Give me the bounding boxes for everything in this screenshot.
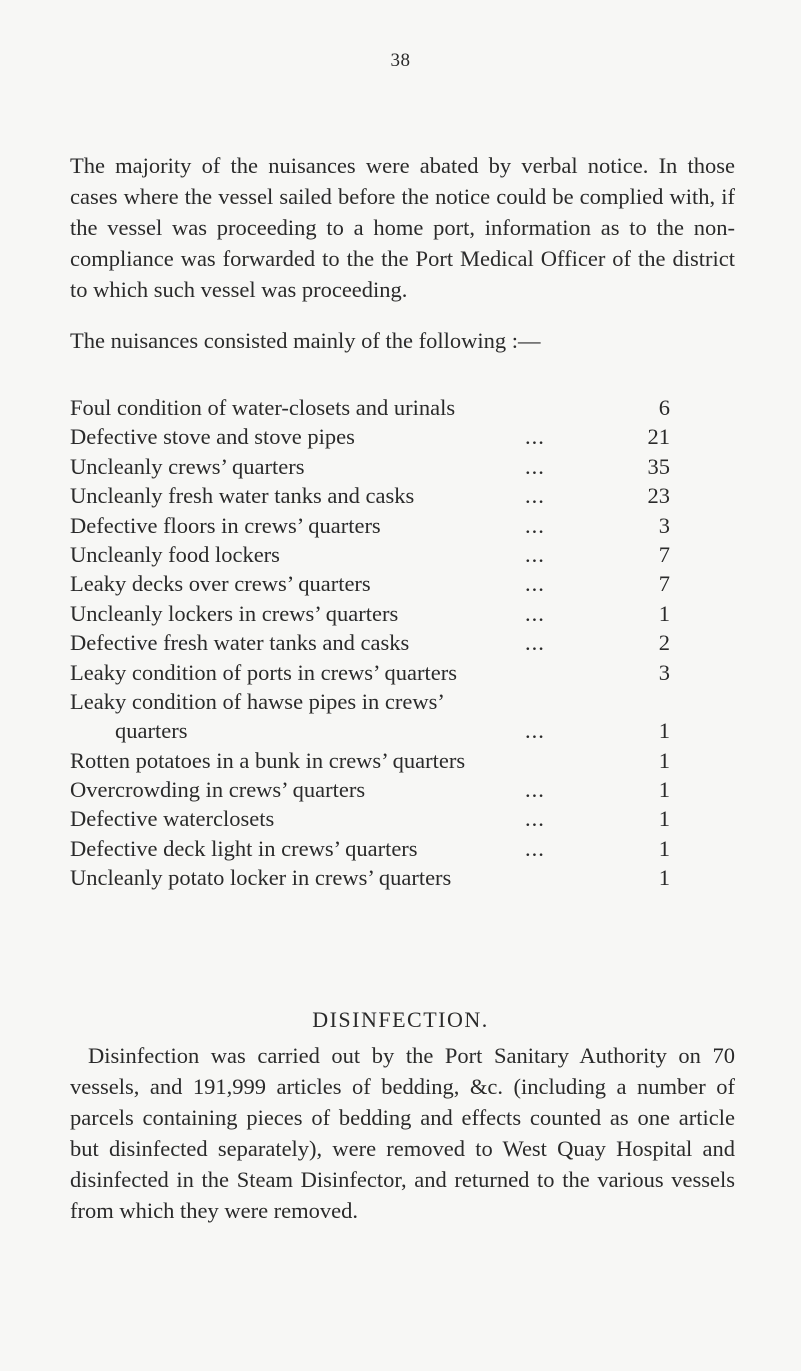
nuisance-label: Leaky condition of ports in crews’ quarters xyxy=(70,659,457,685)
list-item xyxy=(70,628,670,657)
page-number: 38 xyxy=(390,50,411,71)
leader-dots: ... xyxy=(525,512,545,538)
nuisance-label: Defective floors in crews’ quarters xyxy=(70,512,381,538)
nuisance-count: 1 xyxy=(658,600,670,626)
nuisance-label: Uncleanly lockers in crews’ quarters xyxy=(70,600,399,626)
leader-dots: ... xyxy=(525,806,545,832)
list-item xyxy=(70,834,670,863)
paragraph-disinfection: Disinfection was carried out by the Port Sanitary Authority on 70 vessels, and 191,999 articles of bedding, &c. (including a number of parcels containing pieces of bedding and effects counted as one article but disinfected separately), were removed to West Quay Hospital and disinfected in the Steam Disinfector, and returned to the various vessels from which they were removed. xyxy=(70,1043,735,1223)
nuisance-list xyxy=(70,393,670,893)
nuisance-count: 1 xyxy=(658,777,670,803)
nuisance-count: 1 xyxy=(658,865,670,891)
nuisance-label: Rotten potatoes in a bunk in crews’ quarters xyxy=(70,747,466,773)
section-heading-disinfection: DISINFECTION. xyxy=(312,1007,489,1032)
list-item xyxy=(70,863,670,892)
nuisance-label: Defective deck light in crews’ quarters xyxy=(70,835,418,861)
list-item xyxy=(70,452,670,481)
nuisance-label: Overcrowding in crews’ quarters xyxy=(70,777,366,803)
list-intro: The nuisances consisted mainly of the following :— xyxy=(70,328,541,353)
nuisance-label: Defective stove and stove pipes xyxy=(70,424,355,450)
nuisance-count: 1 xyxy=(658,806,670,832)
nuisance-count: 21 xyxy=(647,424,670,450)
nuisance-label: Defective waterclosets xyxy=(70,806,275,832)
list-item xyxy=(70,481,670,510)
leader-dots: ... xyxy=(525,571,545,597)
list-item xyxy=(70,775,670,804)
nuisance-count: 7 xyxy=(658,571,670,597)
nuisance-label: Uncleanly food lockers xyxy=(70,541,280,567)
nuisance-label: quarters xyxy=(115,718,188,744)
list-item xyxy=(70,422,670,451)
nuisance-label: Defective fresh water tanks and casks xyxy=(70,630,410,656)
list-item xyxy=(70,393,670,422)
nuisance-count: 35 xyxy=(647,453,670,479)
list-item xyxy=(70,569,670,598)
nuisance-count: 23 xyxy=(647,483,670,509)
nuisance-label: Foul condition of water-closets and urinals xyxy=(70,395,456,420)
nuisance-label: Uncleanly crews’ quarters xyxy=(70,453,305,479)
leader-dots: ... xyxy=(525,453,545,479)
leader-dots: ... xyxy=(525,777,545,803)
nuisance-label: Uncleanly potato locker in crews’ quarters xyxy=(70,865,452,891)
leader-dots: ... xyxy=(525,835,545,861)
leader-dots: ... xyxy=(525,600,545,626)
nuisance-count: 1 xyxy=(658,718,670,744)
paragraph-nuisances-abated: The majority of the nuisances were abated by verbal notice. In those cases where the vessel sailed before the notice could be complied with, if the vessel was proceeding to a home port, information as to the non-compliance was forwarded to the the Port Medical Officer of the district to which such vessel was proceeding. xyxy=(70,153,735,302)
leader-dots: ... xyxy=(525,718,545,744)
nuisance-count: 1 xyxy=(658,747,670,773)
list-item xyxy=(70,511,670,540)
list-item xyxy=(70,687,670,716)
leader-dots: ... xyxy=(525,630,545,656)
list-item xyxy=(70,540,670,569)
list-item xyxy=(70,599,670,628)
nuisance-label: Uncleanly fresh water tanks and casks xyxy=(70,483,415,509)
nuisance-label: Leaky condition of hawse pipes in crews’ xyxy=(70,688,445,714)
nuisance-count: 1 xyxy=(658,835,670,861)
list-item xyxy=(70,658,670,687)
nuisance-count: 3 xyxy=(658,659,670,685)
nuisance-count: 7 xyxy=(658,541,670,567)
list-item xyxy=(70,716,670,745)
nuisance-label: Leaky decks over crews’ quarters xyxy=(70,571,371,597)
leader-dots: ... xyxy=(525,541,545,567)
leader-dots: ... xyxy=(525,483,545,509)
list-item xyxy=(70,804,670,833)
nuisance-count: 3 xyxy=(658,512,670,538)
nuisance-count: 2 xyxy=(658,630,670,656)
nuisance-count: 6 xyxy=(658,395,670,420)
list-item xyxy=(70,746,670,775)
leader-dots: ... xyxy=(525,424,545,450)
